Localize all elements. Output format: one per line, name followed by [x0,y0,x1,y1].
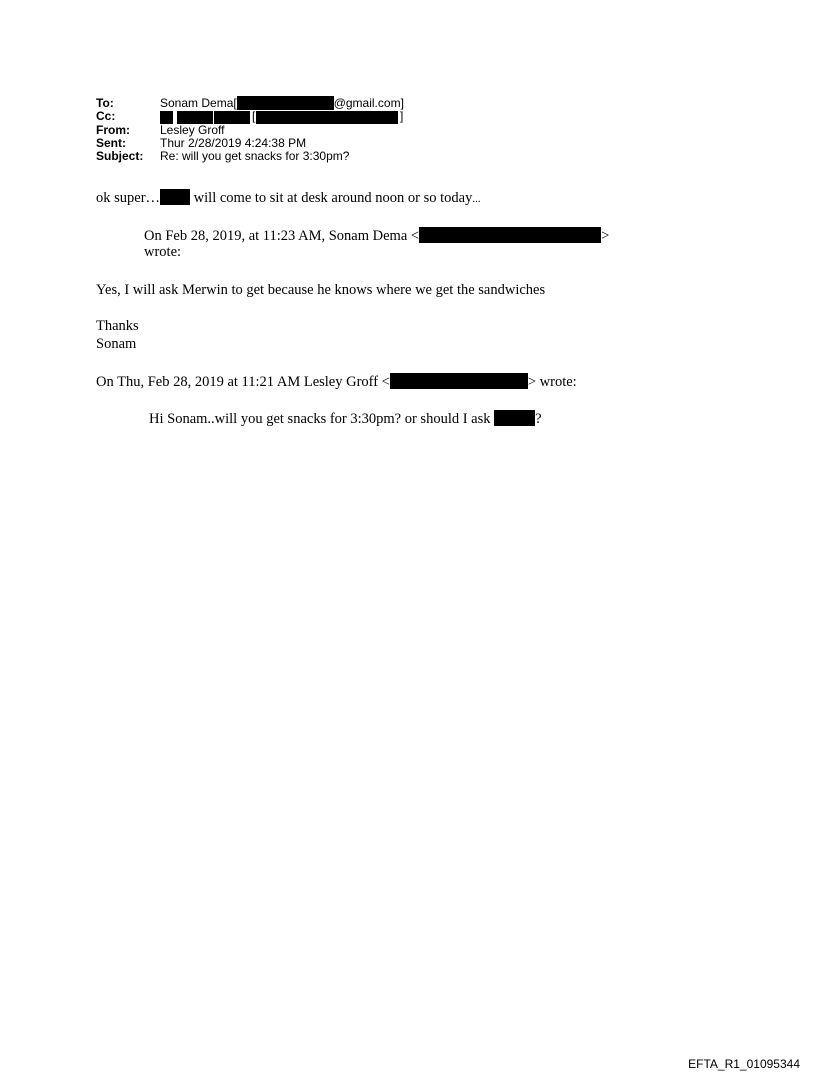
subject-label: Subject: [96,149,144,163]
reply-text-end: will come to sit at desk around noon or so today [190,190,473,206]
cc-value [160,110,420,123]
quote1-thanks: Thanks [96,318,139,334]
quote2-attrib-wrote: > wrote: [527,374,577,390]
reply-trailing-ellipsis: ... [472,193,481,205]
cc-label: Cc: [96,109,116,123]
reply-text-start: ok super… [96,190,161,206]
sent-label: Sent: [96,136,126,150]
quote2-body-line [149,410,542,428]
quote2-body-text: Hi Sonam..will you get snacks for 3:30pm? or should I ask [149,411,495,427]
cc-row [96,110,696,123]
cc-bracket-close: ] [400,109,404,123]
redaction-box [160,189,190,205]
document-id: EFTA_R1_01095344 [688,1057,800,1071]
reply-line [96,189,481,208]
to-name: Sonam Dema[ [160,96,237,110]
redaction-box [494,410,535,426]
quote2-attrib-text: On Thu, Feb 28, 2019 at 11:21 AM Lesley Groff < [96,374,390,390]
quote1-attrib-close: > [601,228,610,244]
quote1-signature: Sonam [96,336,137,352]
to-value [160,97,404,110]
redaction-box [419,227,601,243]
quote1-attrib-text: On Feb 28, 2019, at 11:23 AM, Sonam Dema < [144,228,420,244]
quote1-body-line: Yes, I will ask Merwin to get because he knows where we get the sandwiches [96,282,546,298]
to-email-domain: @gmail.com] [333,96,404,110]
cc-bracket-open: [ [252,109,256,123]
from-value: Lesley Groff [160,123,225,137]
quote2-body-question-mark: ? [535,411,542,427]
to-row [96,97,696,110]
quote1-attribution [144,227,609,245]
quote2-attribution [96,373,577,391]
redaction-box [256,111,398,124]
to-label: To: [96,96,114,110]
quote1-attribution-line2: wrote: [144,244,182,260]
from-label: From: [96,123,130,137]
subject-row [96,150,696,163]
subject-value: Re: will you get snacks for 3:30pm? [160,149,350,163]
redaction-box [390,373,528,389]
sent-value: Thur 2/28/2019 4:24:38 PM [160,136,307,150]
email-header [96,97,696,177]
